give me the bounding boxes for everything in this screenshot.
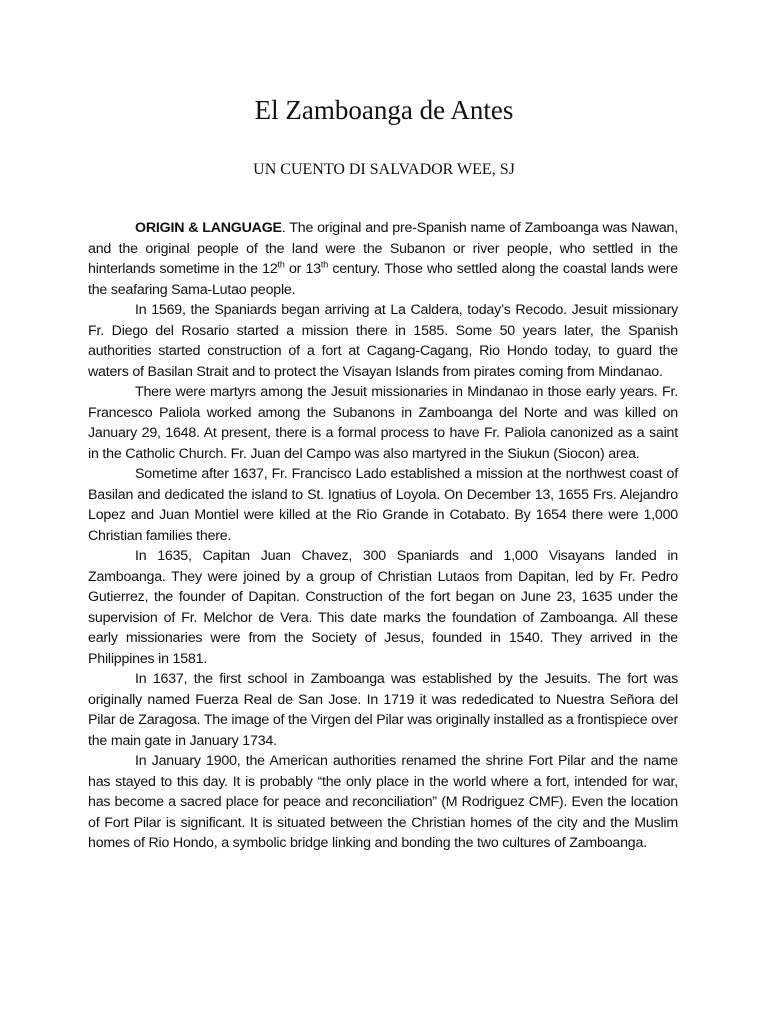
page-title: El Zamboanga de Antes bbox=[254, 95, 514, 125]
superscript-th-1: th bbox=[277, 259, 285, 270]
page-subtitle: UN CUENTO DI SALVADOR WEE, SJ bbox=[253, 161, 515, 178]
paragraph-2: In 1569, the Spaniards began arriving at La Caldera, today’s Recodo. Jesuit missionary Fr. Diego del Rosario started a mission there in 1585. Some 50 years later, the Spanish authorities started construction of a fort at Cagang-Cagang, Rio Hondo today, to guard the waters of Basilan Strait and to protect the Visayan Islands from pirates coming from Mindanao. bbox=[88, 302, 678, 380]
paragraph-1-text-c: century. Those who settled along the coastal lands were the seafaring Sama-Lutao people. bbox=[88, 261, 678, 298]
paragraph-6: In 1637, the first school in Zamboanga was established by the Jesuits. The fort was originally named Fuerza Real de San Jose. In 1719 it was rededicated to Nuestra Señora del Pilar de Zaragosa. The image of the Virgen del Pilar was originally installed as a frontispiece over the main gate in January 1734. bbox=[88, 671, 678, 749]
paragraph-5: In 1635, Capitan Juan Chavez, 300 Spaniards and 1,000 Visayans landed in Zamboanga. They were joined by a group of Christian Lutaos from Dapitan, led by Fr. Pedro Gutierrez, the founder of Dapitan. Construction of the fort began on June 23, 1635 under the supervision of Fr. Melchor de Vera. This date marks the foundation of Zamboanga. All these early missionaries were from the Society of Jesus, founded in 1540. They arrived in the Philippines in 1581. bbox=[88, 548, 678, 667]
paragraph-1 bbox=[88, 218, 678, 300]
paragraph-7: In January 1900, the American authorities renamed the shrine Fort Pilar and the name has stayed to this day. It is probably “the only place in the world where a fort, intended for war, has become a sacred place for peace and reconciliation” (M Rodriguez CMF). Even the location of Fort Pilar is significant. It is situated between the Christian homes of the city and the Muslim homes of Rio Hondo, a symbolic bridge linking and bonding the two cultures of Zamboanga. bbox=[88, 753, 678, 851]
section-heading: ORIGIN & LANGUAGE bbox=[135, 220, 282, 236]
article-body bbox=[88, 218, 678, 854]
superscript-th-2: th bbox=[320, 259, 329, 270]
paragraph-3: There were martyrs among the Jesuit missionaries in Mindanao in those early years. Fr. Francesco Paliola worked among the Subanons in Zamboanga del Norte and was killed on January 29, 1648. At present, there is a formal process to have Fr. Paliola canonized as a saint in the Catholic Church. Fr. Juan del Campo was also martyred in the Siukun (Siocon) area. bbox=[88, 384, 678, 462]
paragraph-1-text-a: . The original and pre-Spanish name of Zamboanga was Nawan, and the original people of the land were the Subanon or river people, who settled in the hinterlands sometime in the 12 bbox=[88, 220, 678, 277]
paragraph-4: Sometime after 1637, Fr. Francisco Lado established a mission at the northwest coast of Basilan and dedicated the island to St. Ignatius of Loyola. On December 13, 1655 Frs. Alejandro Lopez and Juan Montiel were killed at the Rio Grande in Cotabato. By 1654 there were 1,000 Christian families there. bbox=[88, 466, 678, 544]
paragraph-1-text-b: or 13 bbox=[284, 261, 321, 277]
